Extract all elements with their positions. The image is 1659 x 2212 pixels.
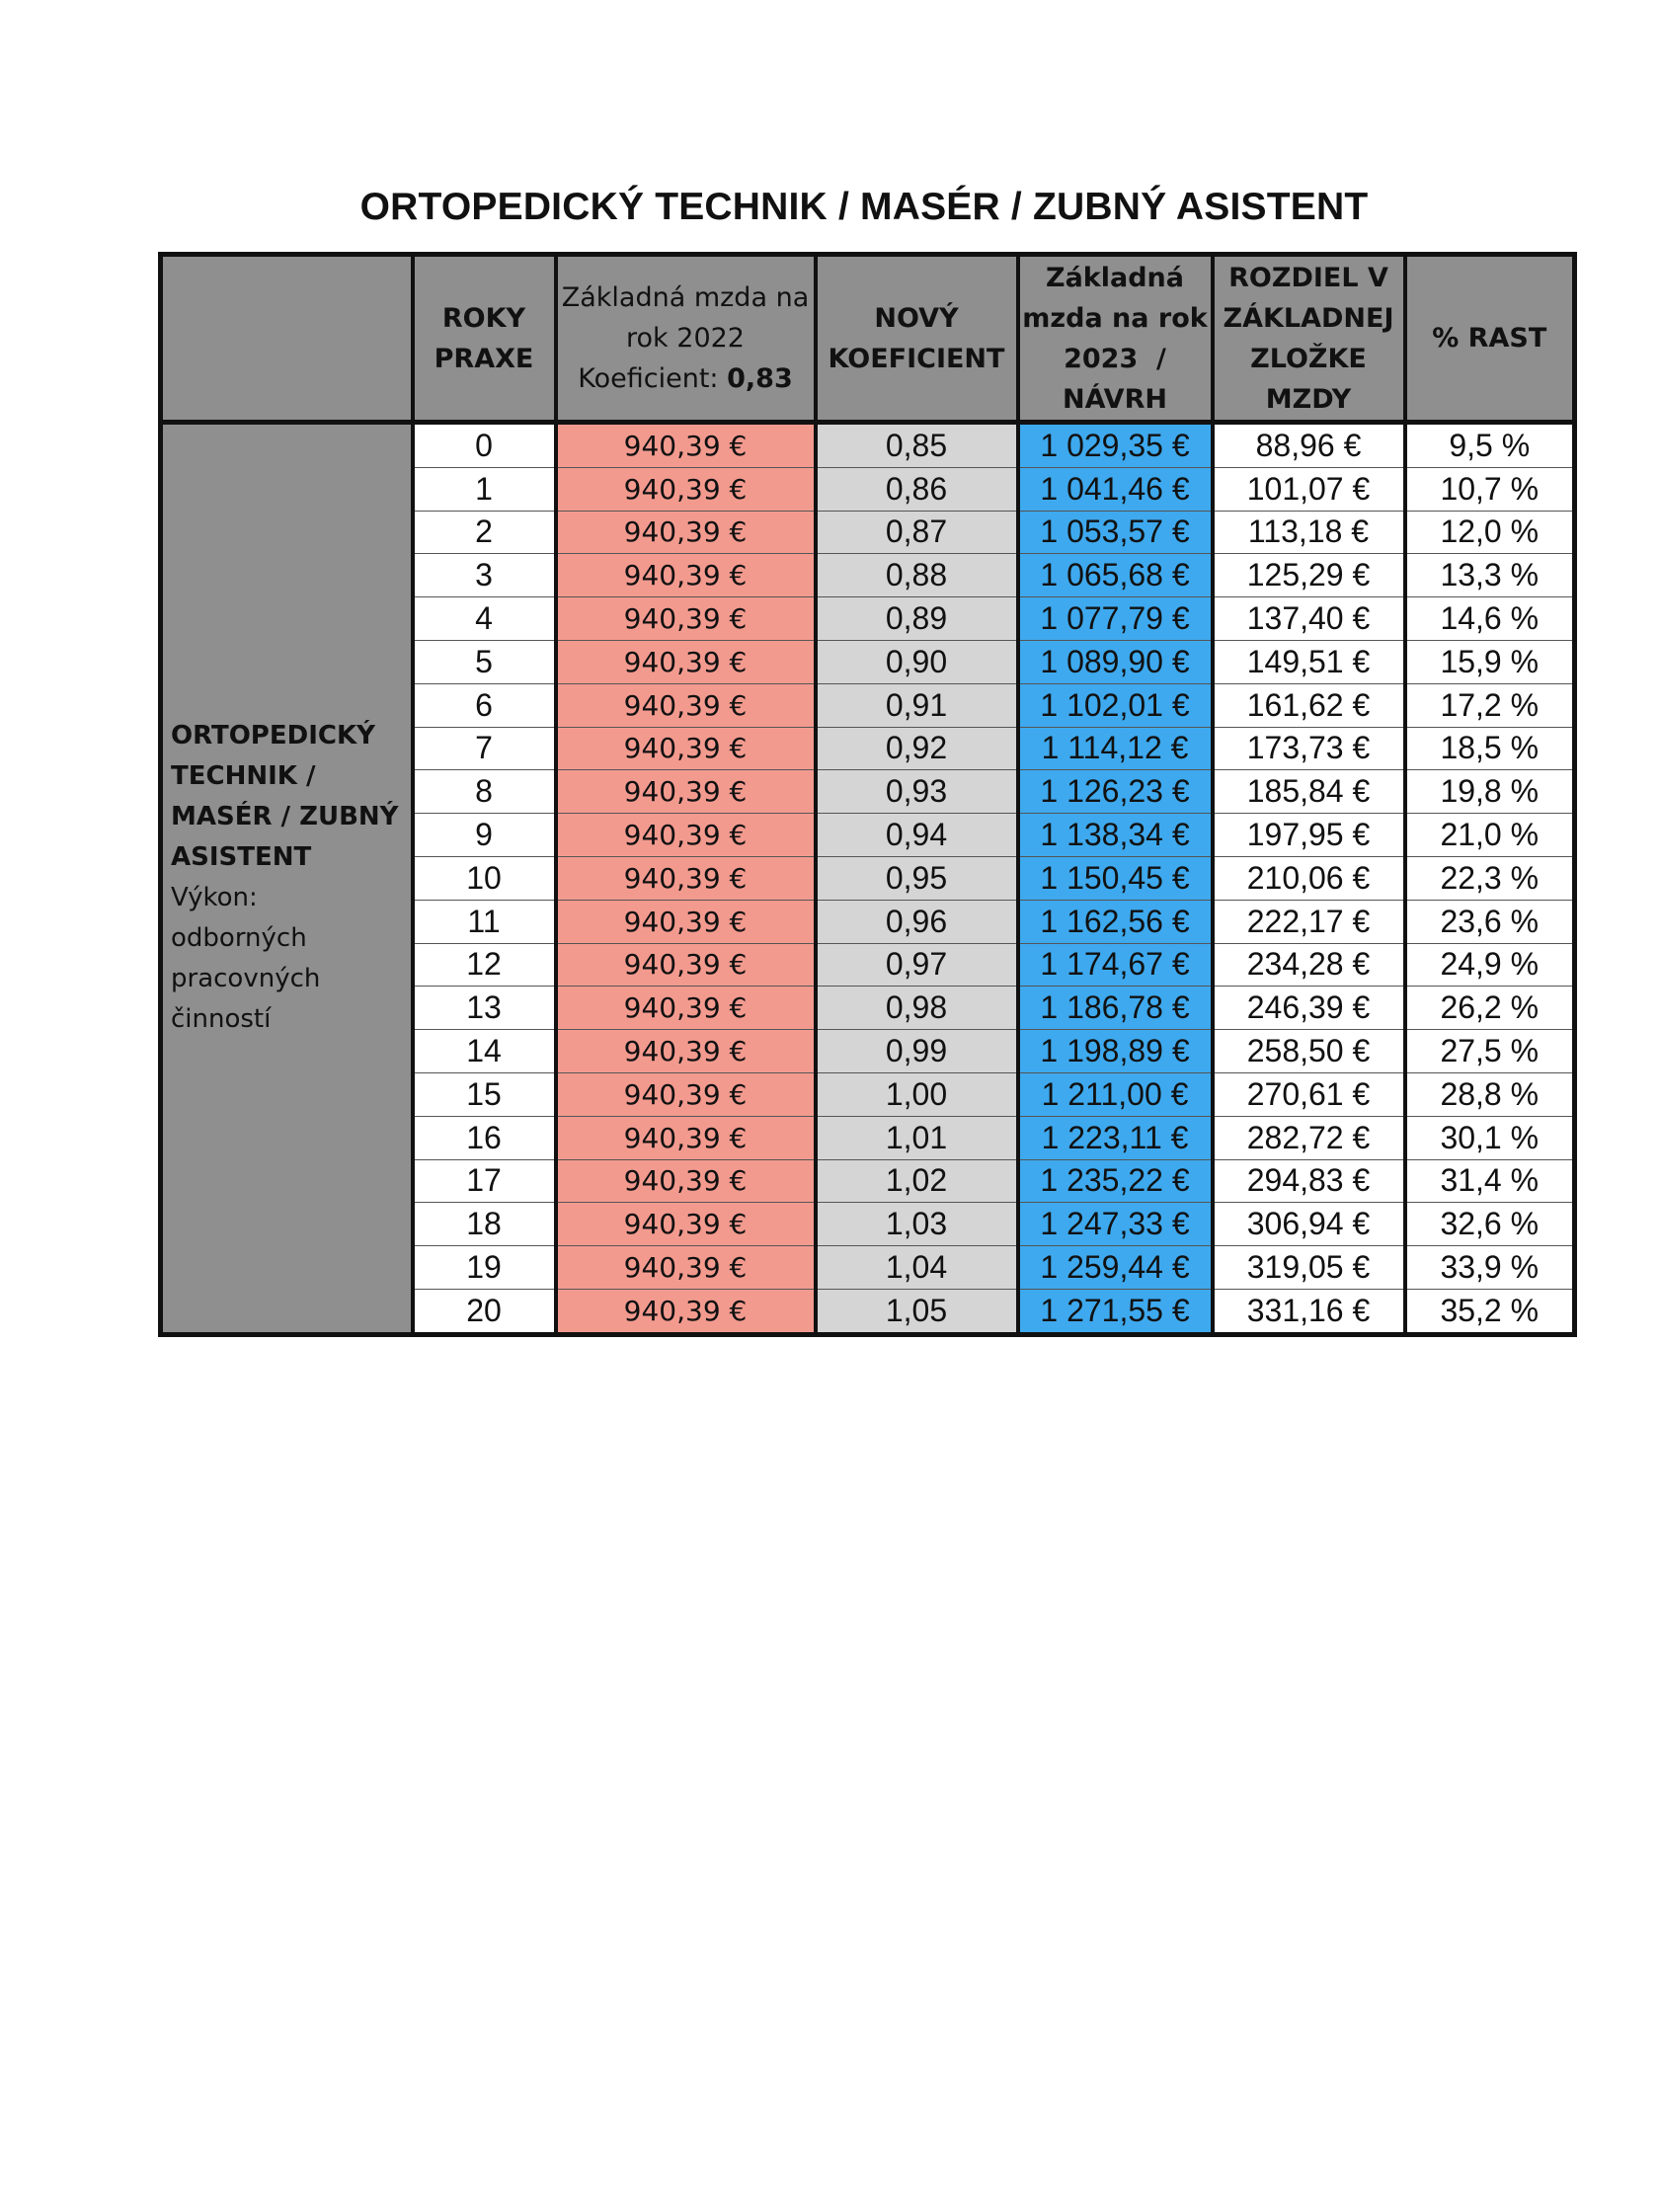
cell-new-salary: 1 186,78 €	[1018, 987, 1213, 1030]
cell-difference: 282,72 €	[1213, 1116, 1405, 1159]
header-base-line: Základná mzda na	[561, 282, 810, 313]
header-diff-line: ROZDIEL V	[1228, 262, 1388, 293]
cell-years: 12	[413, 943, 556, 987]
cell-coefficient: 0,91	[816, 683, 1018, 727]
cell-percent-growth: 10,7 %	[1405, 467, 1575, 511]
cell-years: 5	[413, 640, 556, 683]
cell-coefficient: 0,88	[816, 554, 1018, 597]
cell-difference: 222,17 €	[1213, 900, 1405, 943]
cell-coefficient: 0,86	[816, 467, 1018, 511]
cell-coefficient: 0,98	[816, 987, 1018, 1030]
category-name-line: ASISTENT	[171, 842, 312, 873]
cell-base-salary: 940,39 €	[556, 511, 816, 554]
cell-coefficient: 0,85	[816, 423, 1018, 468]
cell-years: 9	[413, 814, 556, 857]
cell-percent-growth: 19,8 %	[1405, 770, 1575, 814]
cell-years: 8	[413, 770, 556, 814]
cell-years: 2	[413, 511, 556, 554]
cell-new-salary: 1 162,56 €	[1018, 900, 1213, 943]
cell-difference: 306,94 €	[1213, 1203, 1405, 1246]
header-coef-line: NOVÝ	[874, 302, 959, 334]
cell-percent-growth: 24,9 %	[1405, 943, 1575, 987]
cell-percent-growth: 33,9 %	[1405, 1246, 1575, 1290]
header-years-line: ROKY	[441, 302, 526, 334]
header-diff-line: ZÁKLADNEJ	[1223, 302, 1394, 334]
cell-base-salary: 940,39 €	[556, 423, 816, 468]
cell-years: 3	[413, 554, 556, 597]
cell-base-salary: 940,39 €	[556, 597, 816, 641]
cell-base-salary: 940,39 €	[556, 727, 816, 770]
cell-coefficient: 0,92	[816, 727, 1018, 770]
salary-table	[158, 252, 1577, 1337]
cell-base-salary: 940,39 €	[556, 467, 816, 511]
cell-new-salary: 1 138,34 €	[1018, 814, 1213, 857]
header-new-coefficient	[816, 255, 1018, 423]
cell-difference: 101,07 €	[1213, 467, 1405, 511]
cell-difference: 197,95 €	[1213, 814, 1405, 857]
cell-base-salary: 940,39 €	[556, 814, 816, 857]
cell-difference: 185,84 €	[1213, 770, 1405, 814]
header-percent-growth	[1405, 255, 1575, 423]
header-pct-label: % RAST	[1432, 323, 1547, 354]
cell-years: 4	[413, 597, 556, 641]
cell-difference: 246,39 €	[1213, 987, 1405, 1030]
cell-coefficient: 0,90	[816, 640, 1018, 683]
category-cell	[161, 423, 413, 1335]
header-base-salary-2022	[556, 255, 816, 423]
cell-base-salary: 940,39 €	[556, 1072, 816, 1116]
cell-new-salary: 1 223,11 €	[1018, 1116, 1213, 1159]
cell-coefficient: 1,04	[816, 1246, 1018, 1290]
table-row	[161, 423, 1575, 468]
header-coefficient-label: Koeficient:	[578, 363, 728, 394]
cell-years: 19	[413, 1246, 556, 1290]
cell-new-salary: 1 259,44 €	[1018, 1246, 1213, 1290]
cell-coefficient: 1,02	[816, 1159, 1018, 1203]
cell-difference: 319,05 €	[1213, 1246, 1405, 1290]
cell-difference: 234,28 €	[1213, 943, 1405, 987]
cell-new-salary: 1 029,35 €	[1018, 423, 1213, 468]
category-description-line: pracovných	[171, 964, 321, 994]
header-new-line: 2023 /	[1064, 343, 1166, 374]
cell-coefficient: 0,89	[816, 597, 1018, 641]
cell-new-salary: 1 247,33 €	[1018, 1203, 1213, 1246]
cell-base-salary: 940,39 €	[556, 1246, 816, 1290]
cell-difference: 173,73 €	[1213, 727, 1405, 770]
cell-percent-growth: 17,2 %	[1405, 683, 1575, 727]
cell-percent-growth: 27,5 %	[1405, 1030, 1575, 1073]
cell-base-salary: 940,39 €	[556, 640, 816, 683]
cell-percent-growth: 18,5 %	[1405, 727, 1575, 770]
cell-coefficient: 1,01	[816, 1116, 1018, 1159]
cell-new-salary: 1 235,22 €	[1018, 1159, 1213, 1203]
cell-years: 13	[413, 987, 556, 1030]
cell-coefficient: 0,99	[816, 1030, 1018, 1073]
header-salary-difference	[1213, 255, 1405, 423]
cell-coefficient: 0,96	[816, 900, 1018, 943]
cell-percent-growth: 9,5 %	[1405, 423, 1575, 468]
header-years-of-practice	[413, 255, 556, 423]
cell-years: 14	[413, 1030, 556, 1073]
cell-new-salary: 1 065,68 €	[1018, 554, 1213, 597]
header-years-line: PRAXE	[434, 343, 534, 374]
page-title: ORTOPEDICKÝ TECHNIK / MASÉR / ZUBNÝ ASISTENT	[359, 186, 1369, 228]
cell-new-salary: 1 211,00 €	[1018, 1072, 1213, 1116]
cell-difference: 270,61 €	[1213, 1072, 1405, 1116]
cell-years: 20	[413, 1289, 556, 1334]
category-name-line: TECHNIK /	[171, 761, 316, 792]
cell-base-salary: 940,39 €	[556, 900, 816, 943]
cell-years: 10	[413, 856, 556, 900]
header-new-line: mzda na rok	[1022, 302, 1208, 334]
cell-new-salary: 1 126,23 €	[1018, 770, 1213, 814]
cell-new-salary: 1 114,12 €	[1018, 727, 1213, 770]
header-coefficient-value: 0,83	[727, 363, 793, 394]
header-new-line: NÁVRH	[1063, 383, 1167, 415]
cell-base-salary: 940,39 €	[556, 554, 816, 597]
cell-years: 15	[413, 1072, 556, 1116]
cell-percent-growth: 30,1 %	[1405, 1116, 1575, 1159]
cell-difference: 210,06 €	[1213, 856, 1405, 900]
header-coef-line: KOEFICIENT	[828, 343, 1005, 374]
cell-coefficient: 0,94	[816, 814, 1018, 857]
cell-percent-growth: 32,6 %	[1405, 1203, 1575, 1246]
cell-new-salary: 1 089,90 €	[1018, 640, 1213, 683]
cell-percent-growth: 26,2 %	[1405, 987, 1575, 1030]
cell-difference: 294,83 €	[1213, 1159, 1405, 1203]
cell-years: 1	[413, 467, 556, 511]
cell-base-salary: 940,39 €	[556, 1116, 816, 1159]
cell-years: 11	[413, 900, 556, 943]
cell-percent-growth: 14,6 %	[1405, 597, 1575, 641]
header-new-line: Základná	[1046, 262, 1184, 293]
cell-difference: 88,96 €	[1213, 423, 1405, 468]
cell-new-salary: 1 174,67 €	[1018, 943, 1213, 987]
cell-percent-growth: 23,6 %	[1405, 900, 1575, 943]
category-name-line: MASÉR / ZUBNÝ	[171, 802, 399, 832]
category-description-line: činností	[171, 1004, 272, 1035]
cell-new-salary: 1 041,46 €	[1018, 467, 1213, 511]
category-description-line: odborných	[171, 923, 307, 954]
cell-percent-growth: 15,9 %	[1405, 640, 1575, 683]
category-name-line: ORTOPEDICKÝ	[171, 721, 375, 751]
cell-years: 0	[413, 423, 556, 468]
cell-years: 7	[413, 727, 556, 770]
cell-base-salary: 940,39 €	[556, 1159, 816, 1203]
cell-difference: 331,16 €	[1213, 1289, 1405, 1334]
header-base-line: rok 2022	[626, 323, 745, 354]
header-diff-line: ZLOŽKE	[1250, 343, 1367, 374]
cell-difference: 149,51 €	[1213, 640, 1405, 683]
cell-coefficient: 0,97	[816, 943, 1018, 987]
cell-base-salary: 940,39 €	[556, 683, 816, 727]
cell-percent-growth: 13,3 %	[1405, 554, 1575, 597]
header-new-salary-2023	[1018, 255, 1213, 423]
header-diff-line: MZDY	[1265, 383, 1352, 415]
cell-new-salary: 1 150,45 €	[1018, 856, 1213, 900]
cell-years: 6	[413, 683, 556, 727]
cell-percent-growth: 31,4 %	[1405, 1159, 1575, 1203]
cell-coefficient: 0,95	[816, 856, 1018, 900]
cell-coefficient: 1,00	[816, 1072, 1018, 1116]
cell-percent-growth: 22,3 %	[1405, 856, 1575, 900]
cell-years: 18	[413, 1203, 556, 1246]
cell-coefficient: 0,87	[816, 511, 1018, 554]
cell-percent-growth: 12,0 %	[1405, 511, 1575, 554]
cell-base-salary: 940,39 €	[556, 1030, 816, 1073]
table-header-row	[161, 255, 1575, 423]
category-description-line: Výkon:	[171, 883, 258, 913]
cell-new-salary: 1 053,57 €	[1018, 511, 1213, 554]
header-empty-cell	[161, 255, 413, 423]
cell-coefficient: 0,93	[816, 770, 1018, 814]
cell-base-salary: 940,39 €	[556, 856, 816, 900]
cell-new-salary: 1 271,55 €	[1018, 1289, 1213, 1334]
cell-new-salary: 1 198,89 €	[1018, 1030, 1213, 1073]
cell-base-salary: 940,39 €	[556, 1289, 816, 1334]
cell-new-salary: 1 102,01 €	[1018, 683, 1213, 727]
cell-years: 16	[413, 1116, 556, 1159]
cell-percent-growth: 21,0 %	[1405, 814, 1575, 857]
cell-base-salary: 940,39 €	[556, 987, 816, 1030]
cell-difference: 161,62 €	[1213, 683, 1405, 727]
cell-base-salary: 940,39 €	[556, 770, 816, 814]
cell-base-salary: 940,39 €	[556, 943, 816, 987]
cell-percent-growth: 28,8 %	[1405, 1072, 1575, 1116]
cell-coefficient: 1,03	[816, 1203, 1018, 1246]
cell-difference: 113,18 €	[1213, 511, 1405, 554]
cell-new-salary: 1 077,79 €	[1018, 597, 1213, 641]
cell-difference: 258,50 €	[1213, 1030, 1405, 1073]
cell-percent-growth: 35,2 %	[1405, 1289, 1575, 1334]
cell-base-salary: 940,39 €	[556, 1203, 816, 1246]
cell-coefficient: 1,05	[816, 1289, 1018, 1334]
cell-years: 17	[413, 1159, 556, 1203]
cell-difference: 137,40 €	[1213, 597, 1405, 641]
cell-difference: 125,29 €	[1213, 554, 1405, 597]
